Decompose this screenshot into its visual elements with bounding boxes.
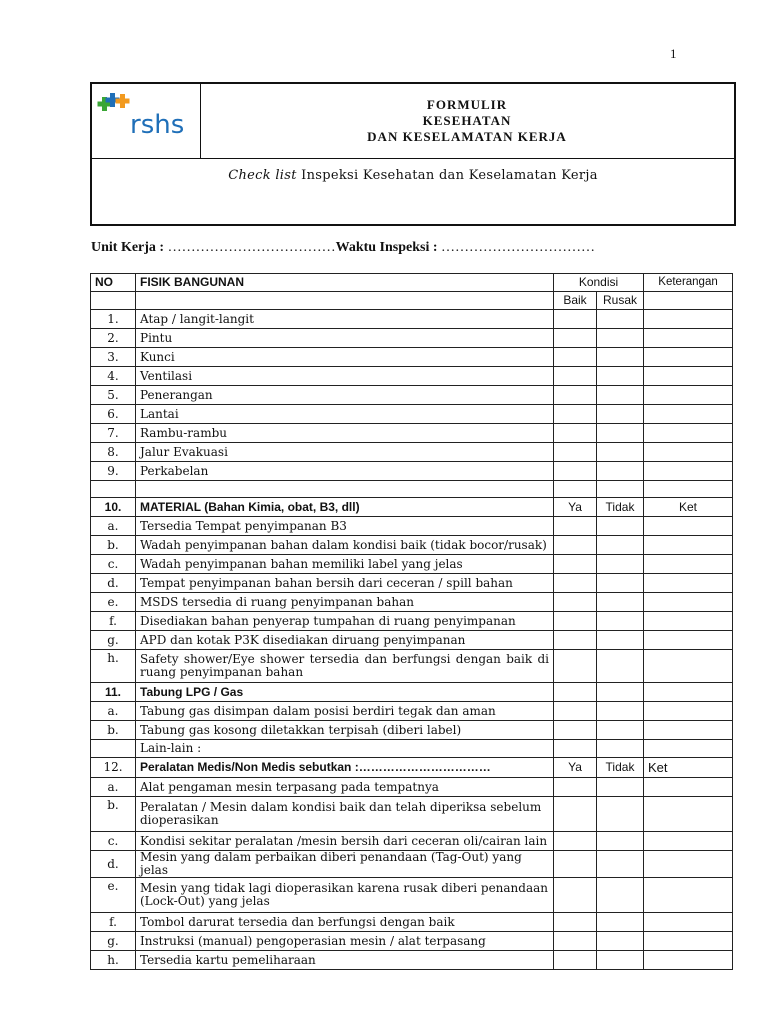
item-number: 8. xyxy=(91,443,136,462)
check-cell-1[interactable] xyxy=(554,851,597,878)
keterangan-cell[interactable] xyxy=(644,932,733,951)
item-letter: g. xyxy=(91,631,136,650)
blank-cell xyxy=(554,481,597,498)
blank-cell xyxy=(91,481,136,498)
col-ya: Ya xyxy=(554,498,597,517)
check-cell-1[interactable] xyxy=(554,462,597,481)
blank-cell xyxy=(91,740,136,758)
unit-kerja-field[interactable]: ……………………………… xyxy=(164,240,336,255)
table-row xyxy=(91,348,733,367)
blank-cell xyxy=(644,683,733,702)
item-label: Tersedia Tempat penyimpanan B3 xyxy=(136,517,554,536)
check-cell-2[interactable] xyxy=(597,536,644,555)
item-label: Tempat penyimpanan bahan bersih dari ceceran / spill bahan xyxy=(136,574,554,593)
check-cell-1[interactable] xyxy=(554,878,597,913)
check-cell-1[interactable] xyxy=(554,536,597,555)
check-cell-2[interactable] xyxy=(597,913,644,932)
item-label: Tabung gas kosong diletakkan terpisah (diberi label) xyxy=(136,721,554,740)
keterangan-cell[interactable] xyxy=(644,517,733,536)
item-label: Wadah penyimpanan bahan memiliki label yang jelas xyxy=(136,555,554,574)
col-tidak: Tidak xyxy=(597,758,644,778)
keterangan-cell[interactable] xyxy=(644,574,733,593)
table-row xyxy=(91,721,733,740)
check-cell-1[interactable] xyxy=(554,367,597,386)
table-row xyxy=(91,758,733,778)
waktu-inspeksi-field[interactable]: …………………………… xyxy=(437,240,596,255)
check-cell-1[interactable] xyxy=(554,593,597,612)
check-cell-1[interactable] xyxy=(554,310,597,329)
check-cell-2[interactable] xyxy=(597,462,644,481)
check-cell-2[interactable] xyxy=(597,878,644,913)
keterangan-cell[interactable] xyxy=(644,405,733,424)
item-number: 7. xyxy=(91,424,136,443)
item-number: 5. xyxy=(91,386,136,405)
keterangan-cell[interactable] xyxy=(644,913,733,932)
check-cell-2[interactable] xyxy=(597,424,644,443)
table-row xyxy=(91,329,733,348)
table-row xyxy=(91,932,733,951)
col-ket: Ket xyxy=(644,498,733,517)
section-title: MATERIAL (Bahan Kimia, obat, B3, dll) xyxy=(136,498,554,517)
item-number: 1. xyxy=(91,310,136,329)
check-cell-2[interactable] xyxy=(597,593,644,612)
table-row xyxy=(91,310,733,329)
table-row xyxy=(91,740,733,758)
check-cell-2[interactable] xyxy=(597,386,644,405)
item-label: MSDS tersedia di ruang penyimpanan bahan xyxy=(136,593,554,612)
check-cell-1[interactable] xyxy=(554,555,597,574)
keterangan-cell[interactable] xyxy=(644,348,733,367)
table-row xyxy=(91,650,733,683)
check-cell-2[interactable] xyxy=(597,932,644,951)
table-row xyxy=(91,367,733,386)
keterangan-cell[interactable] xyxy=(644,778,733,797)
check-cell-2[interactable] xyxy=(597,832,644,851)
item-letter: a. xyxy=(91,778,136,797)
unit-kerja-label: Unit Kerja : xyxy=(91,240,165,255)
table-row xyxy=(91,574,733,593)
check-cell-1[interactable] xyxy=(554,405,597,424)
header-top-row xyxy=(92,84,734,159)
table-row xyxy=(91,424,733,443)
check-cell-1[interactable] xyxy=(554,386,597,405)
check-cell-1[interactable] xyxy=(554,329,597,348)
item-label: Wadah penyimpanan bahan dalam kondisi baik (tidak bocor/rusak) xyxy=(136,536,554,555)
check-cell-2[interactable] xyxy=(597,740,644,758)
section-title: Peralatan Medis/Non Medis sebutkan :…………………………… xyxy=(136,758,554,778)
rshs-logo-icon xyxy=(92,84,198,156)
check-cell-1[interactable] xyxy=(554,778,597,797)
blank-cell xyxy=(644,481,733,498)
table-row xyxy=(91,555,733,574)
table-row xyxy=(91,612,733,631)
check-cell-1[interactable] xyxy=(554,650,597,683)
table-row xyxy=(91,851,733,878)
check-cell-2[interactable] xyxy=(597,517,644,536)
keterangan-cell[interactable] xyxy=(644,424,733,443)
title-line-1: FORMULIR xyxy=(426,97,508,112)
item-label: Safety shower/Eye shower tersedia dan berfungsi dengan baik di ruang penyimpanan bahan xyxy=(136,650,554,683)
blank-cell xyxy=(597,481,644,498)
table-row xyxy=(91,913,733,932)
keterangan-cell[interactable] xyxy=(644,631,733,650)
check-cell-2[interactable] xyxy=(597,721,644,740)
check-cell-2[interactable] xyxy=(597,310,644,329)
item-number: 3. xyxy=(91,348,136,367)
table-row xyxy=(91,462,733,481)
check-cell-2[interactable] xyxy=(597,797,644,832)
keterangan-cell[interactable] xyxy=(644,797,733,832)
check-cell-2[interactable] xyxy=(597,851,644,878)
check-cell-2[interactable] xyxy=(597,329,644,348)
item-letter: b. xyxy=(91,536,136,555)
check-cell-1[interactable] xyxy=(554,702,597,721)
item-letter: a. xyxy=(91,702,136,721)
keterangan-cell[interactable] xyxy=(644,462,733,481)
item-letter: c. xyxy=(91,832,136,851)
item-label: Rambu-rambu xyxy=(136,424,554,443)
item-label: Mesin yang tidak lagi dioperasikan karena rusak diberi penandaan (Lock-Out) yang jelas xyxy=(136,878,554,913)
item-letter: d. xyxy=(91,851,136,878)
item-label: Atap / langit-langit xyxy=(136,310,554,329)
item-letter: g. xyxy=(91,932,136,951)
item-letter: b. xyxy=(91,797,136,832)
check-cell-1[interactable] xyxy=(554,574,597,593)
item-letter: b. xyxy=(91,721,136,740)
item-letter: h. xyxy=(91,650,136,683)
check-cell-2[interactable] xyxy=(597,555,644,574)
keterangan-cell[interactable] xyxy=(644,832,733,851)
item-label: Tombol darurat tersedia dan berfungsi dengan baik xyxy=(136,913,554,932)
item-label: Pintu xyxy=(136,329,554,348)
table-row xyxy=(91,832,733,851)
item-label: Tersedia kartu pemeliharaan xyxy=(136,951,554,970)
item-label: Instruksi (manual) pengoperasian mesin / alat terpasang xyxy=(136,932,554,951)
check-cell-2[interactable] xyxy=(597,631,644,650)
blank-cell xyxy=(597,683,644,702)
subtitle-rest: Inspeksi Kesehatan dan Keselamatan Kerja xyxy=(296,168,598,183)
item-label: APD dan kotak P3K disediakan diruang penyimpanan xyxy=(136,631,554,650)
check-cell-1[interactable] xyxy=(554,932,597,951)
header-blank xyxy=(136,292,554,310)
keterangan-cell[interactable] xyxy=(644,702,733,721)
check-cell-1[interactable] xyxy=(554,348,597,367)
check-cell-2[interactable] xyxy=(597,367,644,386)
keterangan-cell[interactable] xyxy=(644,878,733,913)
unit-kerja-line xyxy=(91,240,741,256)
table-row xyxy=(91,951,733,970)
header-baik: Baik xyxy=(554,292,597,310)
check-cell-1[interactable] xyxy=(554,443,597,462)
item-label: Perkabelan xyxy=(136,462,554,481)
keterangan-cell[interactable] xyxy=(644,443,733,462)
check-cell-1[interactable] xyxy=(554,951,597,970)
item-letter: f. xyxy=(91,913,136,932)
item-letter: f. xyxy=(91,612,136,631)
table-row xyxy=(91,797,733,832)
keterangan-cell[interactable] xyxy=(644,329,733,348)
header-fisik-bangunan: FISIK BANGUNAN xyxy=(136,274,554,292)
logo-cell xyxy=(92,84,201,158)
item-label: Peralatan / Mesin dalam kondisi baik dan telah diperiksa sebelum dioperasikan xyxy=(136,797,554,832)
check-cell-2[interactable] xyxy=(597,612,644,631)
item-label: Mesin yang dalam perbaikan diberi penandaan (Tag-Out) yang jelas xyxy=(136,851,554,878)
item-number: 4. xyxy=(91,367,136,386)
item-label: Ventilasi xyxy=(136,367,554,386)
item-letter: a. xyxy=(91,517,136,536)
table-row xyxy=(91,443,733,462)
item-label: Tabung gas disimpan dalam posisi berdiri tegak dan aman xyxy=(136,702,554,721)
table-row xyxy=(91,878,733,913)
keterangan-cell[interactable] xyxy=(644,593,733,612)
subtitle-italic: Check list xyxy=(228,168,297,183)
check-cell-2[interactable] xyxy=(597,650,644,683)
blank-cell xyxy=(136,481,554,498)
header-rusak: Rusak xyxy=(597,292,644,310)
form-header xyxy=(90,82,736,226)
check-cell-1[interactable] xyxy=(554,517,597,536)
check-cell-2[interactable] xyxy=(597,405,644,424)
keterangan-cell[interactable] xyxy=(644,386,733,405)
keterangan-cell[interactable] xyxy=(644,536,733,555)
item-label: Kunci xyxy=(136,348,554,367)
keterangan-cell[interactable] xyxy=(644,555,733,574)
keterangan-cell[interactable] xyxy=(644,721,733,740)
keterangan-cell[interactable] xyxy=(644,851,733,878)
keterangan-cell[interactable] xyxy=(644,367,733,386)
check-cell-2[interactable] xyxy=(597,574,644,593)
item-number: 6. xyxy=(91,405,136,424)
waktu-inspeksi-label: Waktu Inspeksi : xyxy=(335,240,438,255)
form-subtitle xyxy=(92,168,734,183)
col-tidak: Tidak xyxy=(597,498,644,517)
header-blank xyxy=(91,292,136,310)
item-number: 2. xyxy=(91,329,136,348)
item-number: 9. xyxy=(91,462,136,481)
table-row xyxy=(91,481,733,498)
check-cell-2[interactable] xyxy=(597,702,644,721)
check-cell-2[interactable] xyxy=(597,778,644,797)
keterangan-cell[interactable] xyxy=(644,612,733,631)
section-number: 12. xyxy=(91,758,136,778)
col-ya: Ya xyxy=(554,758,597,778)
item-label: Lantai xyxy=(136,405,554,424)
blank-cell xyxy=(554,683,597,702)
table-row xyxy=(91,683,733,702)
check-cell-2[interactable] xyxy=(597,348,644,367)
item-label: Kondisi sekitar peralatan /mesin bersih dari ceceran oli/cairan lain xyxy=(136,832,554,851)
form-title xyxy=(200,84,734,158)
header-blank xyxy=(644,292,733,310)
check-cell-2[interactable] xyxy=(597,951,644,970)
check-cell-1[interactable] xyxy=(554,740,597,758)
table-row xyxy=(91,386,733,405)
lain-lain-label: Lain-lain : xyxy=(136,740,554,758)
keterangan-cell[interactable] xyxy=(644,310,733,329)
item-label: Disediakan bahan penyerap tumpahan di ruang penyimpanan xyxy=(136,612,554,631)
header-kondisi: Kondisi xyxy=(554,274,644,292)
check-cell-1[interactable] xyxy=(554,721,597,740)
check-cell-2[interactable] xyxy=(597,443,644,462)
page-number: 1 xyxy=(670,46,677,61)
checklist-table xyxy=(90,273,733,970)
table-row xyxy=(91,405,733,424)
item-letter: d. xyxy=(91,574,136,593)
table-row xyxy=(91,517,733,536)
item-label: Alat pengaman mesin terpasang pada tempatnya xyxy=(136,778,554,797)
keterangan-cell[interactable] xyxy=(644,650,733,683)
keterangan-cell[interactable] xyxy=(644,951,733,970)
col-ket: Ket xyxy=(644,758,733,778)
check-cell-1[interactable] xyxy=(554,832,597,851)
section-number: 10. xyxy=(91,498,136,517)
logo-text: rshs xyxy=(130,110,185,140)
item-letter: h. xyxy=(91,951,136,970)
check-cell-1[interactable] xyxy=(554,424,597,443)
table-row xyxy=(91,702,733,721)
header-no: NO xyxy=(91,274,136,292)
keterangan-cell[interactable] xyxy=(644,740,733,758)
header-keterangan: Keterangan xyxy=(644,274,733,292)
table-row xyxy=(91,498,733,517)
title-line-3: DAN KESELAMATAN KERJA xyxy=(367,129,567,144)
check-cell-1[interactable] xyxy=(554,631,597,650)
table-row xyxy=(91,778,733,797)
item-letter: e. xyxy=(91,593,136,612)
table-row xyxy=(91,593,733,612)
table-row xyxy=(91,631,733,650)
check-cell-1[interactable] xyxy=(554,612,597,631)
section-title: Tabung LPG / Gas xyxy=(136,683,554,702)
item-letter: e. xyxy=(91,878,136,913)
table-row xyxy=(91,536,733,555)
item-label: Penerangan xyxy=(136,386,554,405)
item-letter: c. xyxy=(91,555,136,574)
check-cell-1[interactable] xyxy=(554,797,597,832)
title-line-2: KESEHATAN xyxy=(422,113,512,128)
item-label: Jalur Evakuasi xyxy=(136,443,554,462)
check-cell-1[interactable] xyxy=(554,913,597,932)
section-number: 11. xyxy=(91,683,136,702)
